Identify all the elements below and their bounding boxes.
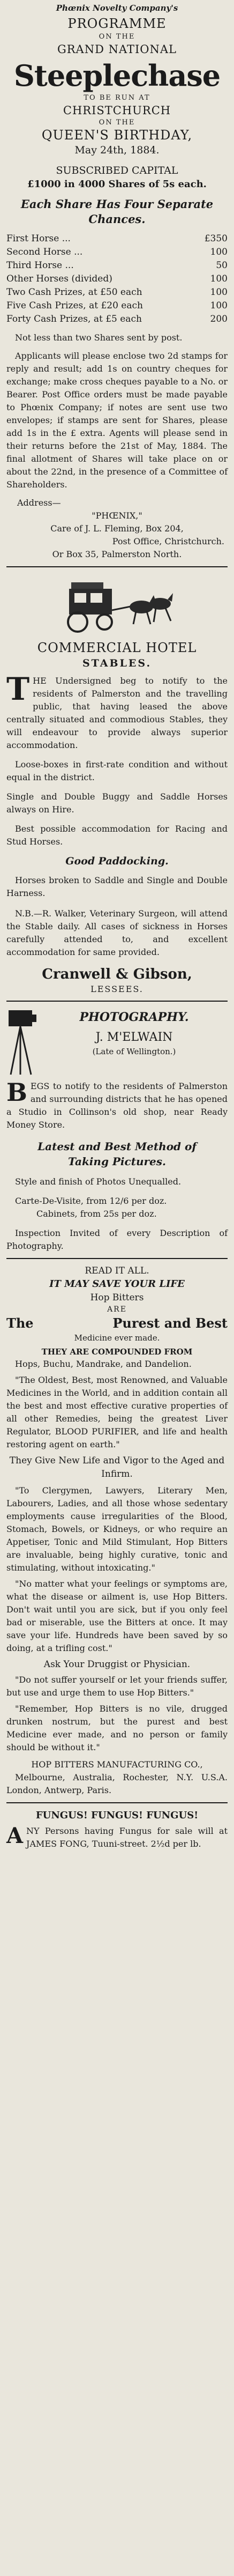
prize-amount: 100 (210, 273, 228, 284)
veterinary-text: N.B.—R. Walker, Veterinary Surgeon, will attend the Stable daily. All cases of sickness in Horses carefully attended to, and excellent accommodation for same provided. (6, 908, 228, 957)
style-finish: Style and finish of Photos Unequalled. (15, 1176, 182, 1187)
address-block (6, 497, 228, 561)
hotel-title: COMMERCIAL HOTEL (37, 640, 197, 655)
prize-label: Third Horse ... (6, 260, 74, 271)
prize-row (6, 313, 228, 326)
prize-row (6, 286, 228, 299)
clergymen: "To Clergymen, Lawyers, Literary Men, Labourers, Ladies, and all those whose sedentary employments cause irregularities of the Blood, Stomach, Bowels, or Kidneys, or who require an Appetiser, Tonic and Mild Stimulant, Hop Bitters are invaluable, being highly curative, tonic and stimulating, without intoxicating." (6, 1485, 228, 1573)
harness-text: Horses broken to Saddle and Single and Double Harness. (6, 875, 228, 898)
steeplechase-title: Steeplechase (13, 58, 221, 93)
cities: Melbourne, Australia, Rochester, N.Y. U.S.A. London, Antwerp, Paris. (6, 1772, 228, 1795)
prize-amount: 100 (210, 247, 228, 257)
loose-boxes-text: Loose-boxes in first-rate condition and without equal in the district. (6, 759, 228, 782)
inspection-invited: Inspection Invited of every Description of Photography. (6, 1228, 228, 1251)
photography-advert (6, 1007, 228, 1253)
to-be-run-label: TO BE RUN AT (84, 94, 150, 102)
lessees-label: LESSEES. (90, 984, 144, 994)
ingredients: Hops, Buchu, Mandrake, and Dandelion. (15, 1359, 192, 1369)
photography-title-block (37, 1007, 228, 1057)
prize-label: Other Horses (divided) (6, 273, 112, 284)
address-name: "PHŒNIX," (92, 510, 142, 521)
purest-line (6, 1315, 228, 1332)
manufacturer: HOP BITTERS MANUFACTURING CO., (31, 1759, 203, 1770)
oldest-best: "The Oldest, Best, most Renowned, and Valuable Medicines in the World, and in addition contain all the best and most effective curative properties of all other Remedies, being the greatest Liver Regulator, BLOOD PURIFIER, and life and health restoring agent on earth." (6, 1375, 228, 1449)
prize-label: Five Cash Prizes, at £20 each (6, 300, 143, 311)
address-label: Address— (17, 498, 61, 508)
fungus-headline: FUNGUS! FUNGUS! FUNGUS! (35, 1810, 199, 1821)
programme-heading: PROGRAMME (67, 16, 167, 31)
applicants-body: Applicants will please enclose two 2d stamps for reply and result; add 1s on country cheques for exchange; make cross cheques payable to a No. or Bearer. Post Office orders must be made payable to Phœnix Company; if notes are sent use two envelopes; if stamps are sent for Shares, please add 1s in the £ extra. Agents will please send in their returns before the 21st of May, 1884. The final allotment of Shares will take place on or about the 22nd, in the presence of a Committee of Shareholders. (6, 351, 228, 490)
capital-heading: SUBSCRIBED CAPITAL (56, 165, 178, 176)
hotel-stables-advert (6, 573, 228, 995)
ask-druggist: Ask Your Druggist or Physician. (43, 1659, 191, 1670)
venue: CHRISTCHURCH (63, 104, 171, 117)
divider (6, 1802, 228, 1803)
prize-amount: 200 (210, 314, 228, 324)
photography-intro-block (6, 1080, 228, 1131)
remember: "Remember, Hop Bitters is no vile, drugged drunken nostrum, but the purest and best Medicine ever made, and no person or family should be without it." (6, 1704, 228, 1752)
compounded-line: THEY ARE COMPOUNDED FROM (41, 1347, 193, 1357)
divider (6, 1001, 228, 1002)
race-name: GRAND NATIONAL (57, 43, 177, 56)
fungus-body (6, 1825, 228, 1850)
prize-list (6, 232, 228, 326)
hop-bitters-advert (6, 1264, 228, 1797)
photographer-name: J. M'ELWAIN (95, 1031, 173, 1044)
prize-amount: 100 (210, 300, 228, 311)
do-not-suffer: "Do not suffer yourself or let your friends suffer, but use and urge them to use Hop Bitters." (6, 1675, 228, 1698)
read-it-all: READ IT ALL. (85, 1265, 149, 1276)
prize-row (6, 259, 228, 272)
prize-label: Two Cash Prizes, at £50 each (6, 287, 142, 298)
prize-row (6, 232, 228, 246)
fungus-text: NY Persons having Fungus for sale will at JAMES FONG, Tuuni-street. 2½d per lb. (26, 1826, 228, 1849)
medicine-line: Medicine ever made. (74, 1333, 160, 1343)
product-name: Hop Bitters (90, 1292, 144, 1303)
race-date: May 24th, 1884. (74, 144, 160, 156)
racing-text: Best possible accommodation for Racing and Stud Horses. (6, 824, 228, 847)
prize-row (6, 272, 228, 286)
company-name: Phœnix Novelty Company's (56, 3, 178, 13)
photography-header (6, 1007, 228, 1077)
stables-intro: HE Undersigned beg to notify to the residents of Palmerston and the travelling public, that having leased the above centrally situated and commodious Stables, they will endeavour to provide always superior accommodation. (6, 676, 228, 750)
address-line-3: Or Box 35, Palmerston North. (52, 549, 182, 559)
dropcap-letter: T (6, 671, 30, 707)
paddocking-heading: Good Paddocking. (65, 855, 169, 867)
newspaper-column (6, 0, 228, 1850)
stables-subtitle: STABLES. (82, 657, 152, 669)
stagecoach-illustration (6, 573, 228, 636)
on-the-label: ON THE (99, 33, 135, 41)
dropcap-letter: A (6, 1823, 24, 1848)
latest-method-2: Taking Pictures. (68, 1155, 166, 1168)
chances-line-2: Chances. (88, 212, 146, 226)
new-life: They Give New Life and Vigor to the Aged and Infirm. (9, 1455, 225, 1479)
photography-intro: EGS to notify to the residents of Palmerston and surrounding districts that he has opened a Studio in Collinson's old shop, near Ready Money Store. (6, 1081, 228, 1130)
dropcap-letter: B (6, 1078, 27, 1107)
address-line-1: Care of J. L. Fleming, Box 204, (50, 523, 184, 534)
prize-amount: 100 (210, 287, 228, 298)
save-your-life: IT MAY SAVE YOUR LIFE (49, 1278, 185, 1290)
prize-label: Forty Cash Prizes, at £5 each (6, 314, 142, 324)
photography-title: PHOTOGRAPHY. (79, 1010, 189, 1024)
prize-amount: £350 (204, 233, 228, 244)
purest-best: Purest and Best (112, 1315, 228, 1331)
fungus-advert (6, 1809, 228, 1850)
stagecoach-icon (58, 573, 176, 636)
prize-amount: 50 (216, 260, 228, 271)
address-line-2: Post Office, Christchurch. (112, 536, 224, 546)
buggy-text: Single and Double Buggy and Saddle Horses always on Hire. (6, 791, 228, 815)
occasion: QUEEN'S BIRTHDAY, (41, 128, 193, 143)
chances-line-1: Each Share Has Four Separate (20, 197, 214, 211)
carte-de-visite: Carte-De-Visite, from 12/6 per doz. (15, 1196, 167, 1206)
on-the-label-2: ON THE (99, 119, 135, 127)
the-word: The (6, 1315, 34, 1331)
camera-tripod-icon (6, 1007, 37, 1077)
cabinets: Cabinets, from 25s per doz. (36, 1209, 157, 1219)
are-label: ARE (107, 1305, 127, 1314)
firm-name: Cranwell & Gibson, (42, 966, 192, 982)
late-of: (Late of Wellington.) (92, 1047, 176, 1056)
capital-line: £1000 in 4000 Shares of 5s each. (27, 179, 207, 190)
steeplechase-advert (6, 3, 228, 561)
stables-intro-block (6, 671, 228, 752)
prize-label: First Horse ... (6, 233, 71, 244)
divider (6, 566, 228, 567)
divider (6, 1258, 228, 1259)
prize-label: Second Horse ... (6, 247, 83, 257)
prize-row (6, 246, 228, 259)
shares-note: Not less than two Shares sent by post. (15, 332, 183, 343)
prize-row (6, 299, 228, 313)
no-matter: "No matter what your feelings or symptoms are, what the disease or ailment is, use Hop Bitters. Don't wait until you are sick, but if you only feel bad or miserable, use the Bitters at once. It may save your life. Hundreds have been saved by so doing, at a trifling cost." (6, 1579, 228, 1653)
latest-method-1: Latest and Best Method of (37, 1140, 197, 1153)
